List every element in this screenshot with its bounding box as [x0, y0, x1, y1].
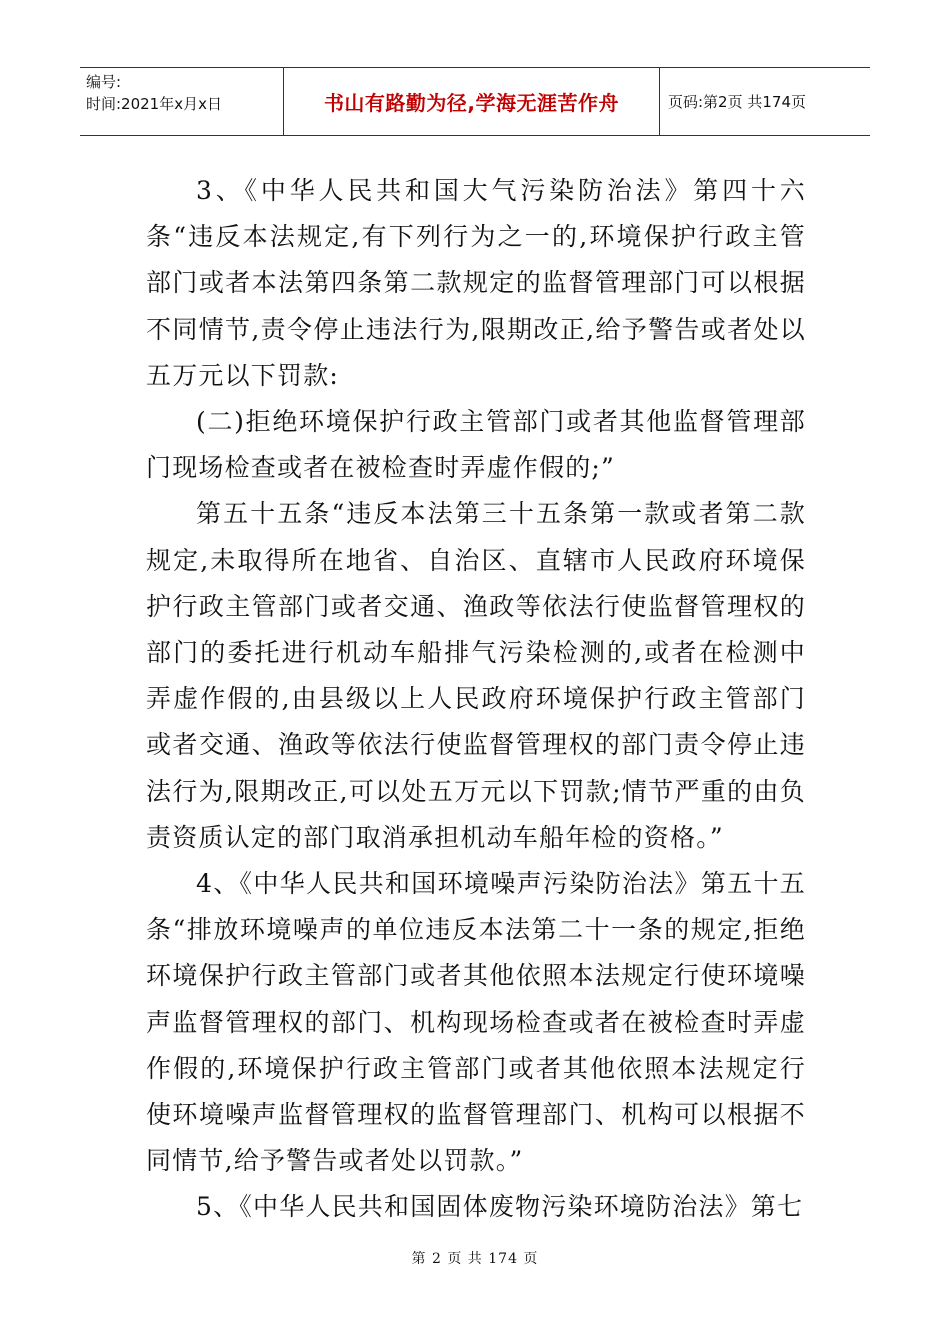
time-label: 时间:2021年x月x日	[86, 95, 222, 113]
header-motto: 书山有路勤为径,学海无涯苦作舟	[284, 68, 660, 135]
page-header	[80, 67, 870, 136]
paragraph: (二)拒绝环境保护行政主管部门或者其他监督管理部门现场检查或者在被检查时弄虚作假的;”	[146, 407, 806, 483]
paragraph: 3、《中华人民共和国大气污染防治法》第四十六条“违反本法规定,有下列行为之一的,环境保护行政主管部门或者本法第四条第二款规定的监督管理部门可以根据不同情节,责令停止违法行为,限期改正,给予警告或者处以五万元以下罚款:	[146, 176, 806, 390]
document-body	[146, 168, 806, 1231]
number-label: 编号:	[86, 73, 122, 91]
paragraph: 5、《中华人民共和国固体废物污染环境防治法》第七	[196, 1192, 804, 1222]
paragraph: 第五十五条“违反本法第三十五条第一款或者第二款规定,未取得所在地省、自治区、直辖市人民政府环境保护行政主管部门或者交通、渔政等依法行使监督管理权的部门的委托进行机动车船排气污染检测的,或者在检测中弄虚作假的,由县级以上人民政府环境保护行政主管部门或者交通、渔政等依法行使监督管理权的部门责令停止违法行为,限期改正,可以处五万元以下罚款;情节严重的由负责资质认定的部门取消承担机动车船年检的资格。”	[146, 499, 806, 852]
paragraph: 4、《中华人民共和国环境噪声污染防治法》第五十五条“排放环境噪声的单位违反本法第二十一条的规定,拒绝环境保护行政主管部门或者其他依照本法规定行使环境噪声监督管理权的部门、机构现场检查或者在被检查时弄虚作假的,环境保护行政主管部门或者其他依照本法规定行使环境噪声监督管理权的监督管理部门、机构可以根据不同情节,给予警告或者处以罚款。”	[146, 869, 806, 1176]
page-footer: 第 2 页 共 174 页	[411, 1251, 539, 1267]
header-meta	[80, 68, 284, 135]
header-page-label: 页码:第2页 共174页	[668, 93, 806, 111]
